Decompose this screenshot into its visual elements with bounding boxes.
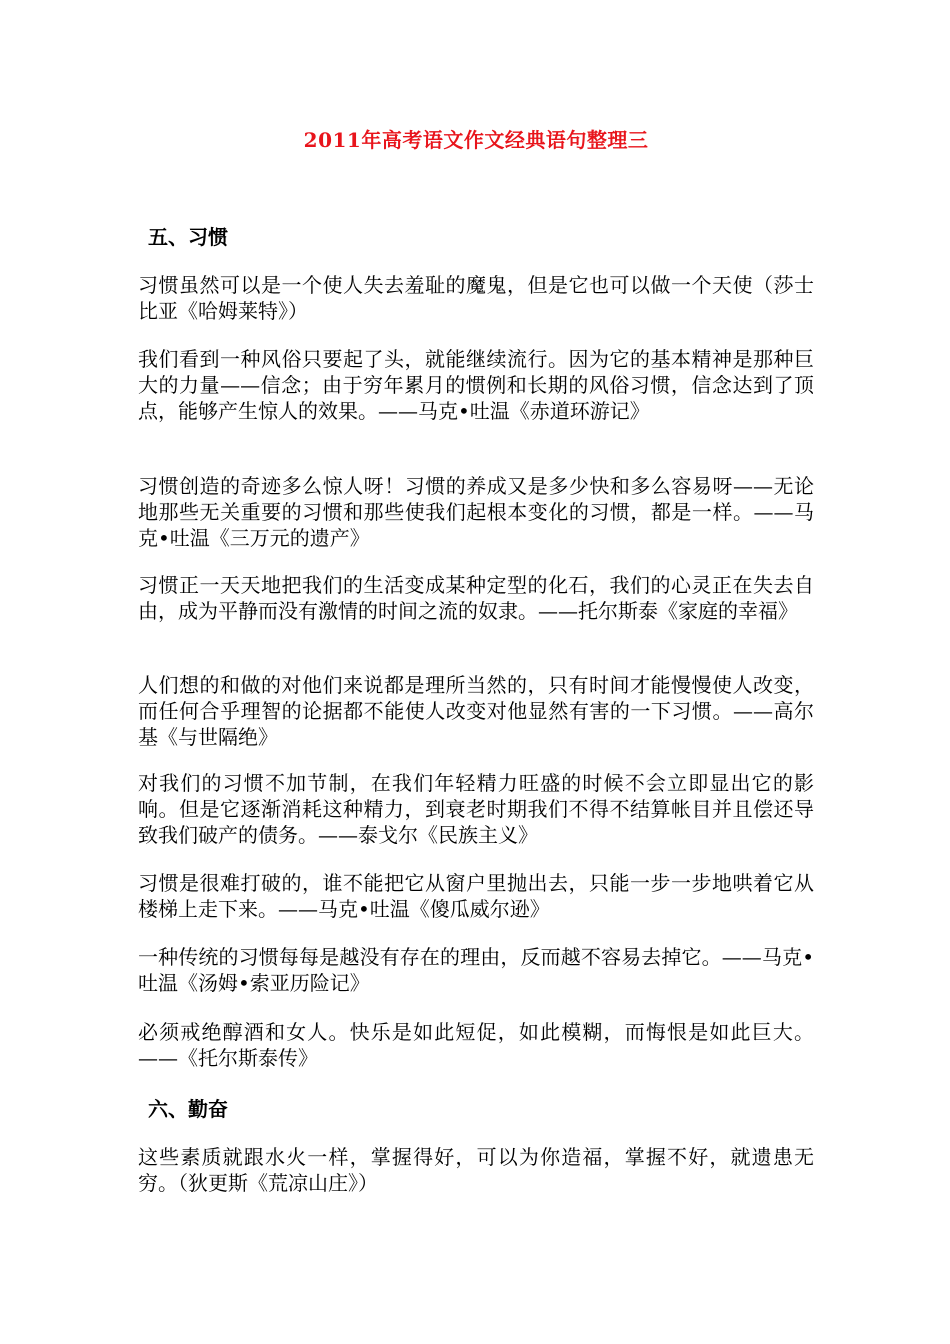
section-heading-diligence: 六、勤奋: [148, 1097, 228, 1121]
paragraph: 我们看到一种风俗只要起了头，就能继续流行。因为它的基本精神是那种巨大的力量——信念；由于穷年累月的惯例和长期的风俗习惯，信念达到了顶点，能够产生惊人的效果。——马克•吐温《赤道环游记》: [138, 347, 814, 423]
paragraph: 习惯正一天天地把我们的生活变成某种定型的化石，我们的心灵正在失去自由，成为平静而没有激情的时间之流的奴隶。——托尔斯泰《家庭的幸福》: [138, 573, 814, 623]
paragraph: 习惯虽然可以是一个使人失去羞耻的魔鬼，但是它也可以做一个天使（莎士比亚《哈姆莱特》）: [138, 273, 814, 323]
paragraph: 一种传统的习惯每每是越没有存在的理由，反而越不容易去掉它。——马克•吐温《汤姆•索亚历险记》: [138, 945, 814, 995]
paragraph: 习惯是很难打破的，谁不能把它从窗户里抛出去，只能一步一步地哄着它从楼梯上走下来。——马克•吐温《傻瓜威尔逊》: [138, 871, 814, 921]
document-title: 2011年高考语文作文经典语句整理三: [303, 128, 649, 152]
paragraph: 习惯创造的奇迹多么惊人呀！习惯的养成又是多少快和多么容易呀——无论地那些无关重要的习惯和那些使我们起根本变化的习惯，都是一样。——马克•吐温《三万元的遗产》: [138, 474, 814, 550]
paragraph: 这些素质就跟水火一样，掌握得好，可以为你造福，掌握不好，就遗患无穷。（狄更斯《荒凉山庄》）: [138, 1145, 814, 1195]
section-heading-habit: 五、习惯: [148, 225, 228, 249]
paragraph: 必须戒绝醇酒和女人。快乐是如此短促，如此模糊，而悔恨是如此巨大。——《托尔斯泰传》: [138, 1020, 814, 1070]
paragraph: 对我们的习惯不加节制，在我们年轻精力旺盛的时候不会立即显出它的影响。但是它逐渐消耗这种精力，到衰老时期我们不得不结算帐目并且偿还导致我们破产的债务。——泰戈尔《民族主义》: [138, 771, 814, 847]
paragraph: 人们想的和做的对他们来说都是理所当然的，只有时间才能慢慢使人改变，而任何合乎理智的论据都不能使人改变对他显然有害的一下习惯。——高尔基《与世隔绝》: [138, 673, 814, 749]
